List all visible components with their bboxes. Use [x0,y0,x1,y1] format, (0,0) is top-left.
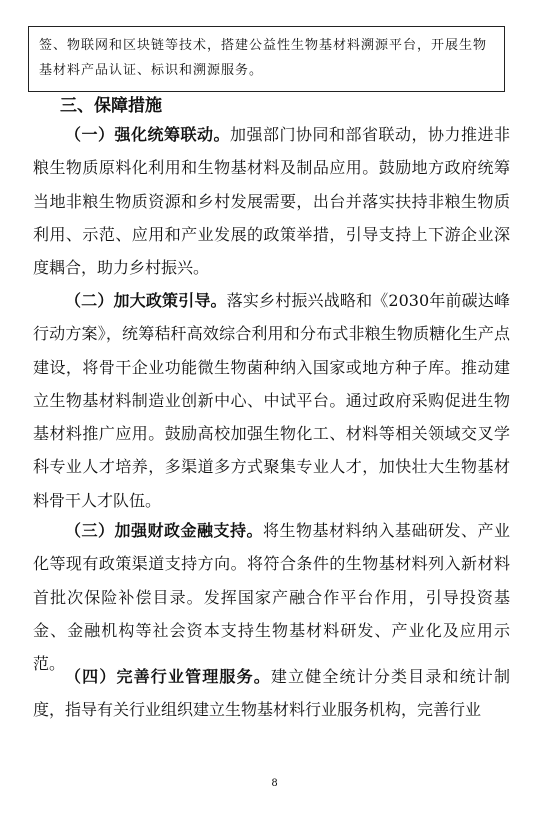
paragraph-1-lead: （一）强化统筹联动。 [65,125,230,144]
paragraph-3-lead: （三）加强财政金融支持。 [65,521,263,540]
section-heading: 三、保障措施 [60,96,162,116]
paragraph-1-body: 加强部门协同和部省联动，协力推进非粮生物质原料化利用和生物基材料及制品应用。鼓励地方政府统筹当地非粮生物质资源和乡村发展需要，出台并落实扶持非粮生物质利用、示范、应用和产业发展的政策举措，引导支持上下游企业深度耦合，助力乡村振兴。 [33,125,510,278]
paragraph-4 [33,660,510,727]
page-number: 8 [271,778,278,789]
continued-text: 签、物联网和区块链等技术，搭建公益性生物基材料溯源平台，开展生物基材料产品认证、标识和溯源服务。 [39,38,488,78]
paragraph-4-lead: （四）完善行业管理服务。 [65,667,271,686]
paragraph-3-body: 将生物基材料纳入基础研发、产业化等现有政策渠道支持方向。将符合条件的生物基材料列入新材料首批次保险补偿目录。发挥国家产融合作平台作用，引导投资基金、金融机构等社会资本支持生物基材料研发、产业化及应用示范。 [33,521,510,674]
paragraph-2-body: 落实乡村振兴战略和《2030年前碳达峰行动方案》，统筹秸秆高效综合利用和分布式非粮生物质糖化生产点建设，将骨干企业功能微生物菌种纳入国家或地方种子库。推动建立生物基材料制造业创新中心、中试平台。通过政府采购促进生物基材料推广应用。鼓励高校加强生物化工、材料等相关领域交叉学科专业人才培养，多渠道多方式聚集专业人才，加快壮大生物基材料骨干人才队伍。 [33,291,510,510]
paragraph-2-lead: （二）加大政策引导。 [65,291,227,310]
paragraph-2 [33,284,510,517]
paragraph-3 [33,514,510,680]
continued-text-box [28,26,505,92]
paragraph-4-body: 建立健全统计分类目录和统计制度，指导有关行业组织建立生物基材料行业服务机构，完善行业 [33,667,510,720]
paragraph-1 [33,118,510,284]
